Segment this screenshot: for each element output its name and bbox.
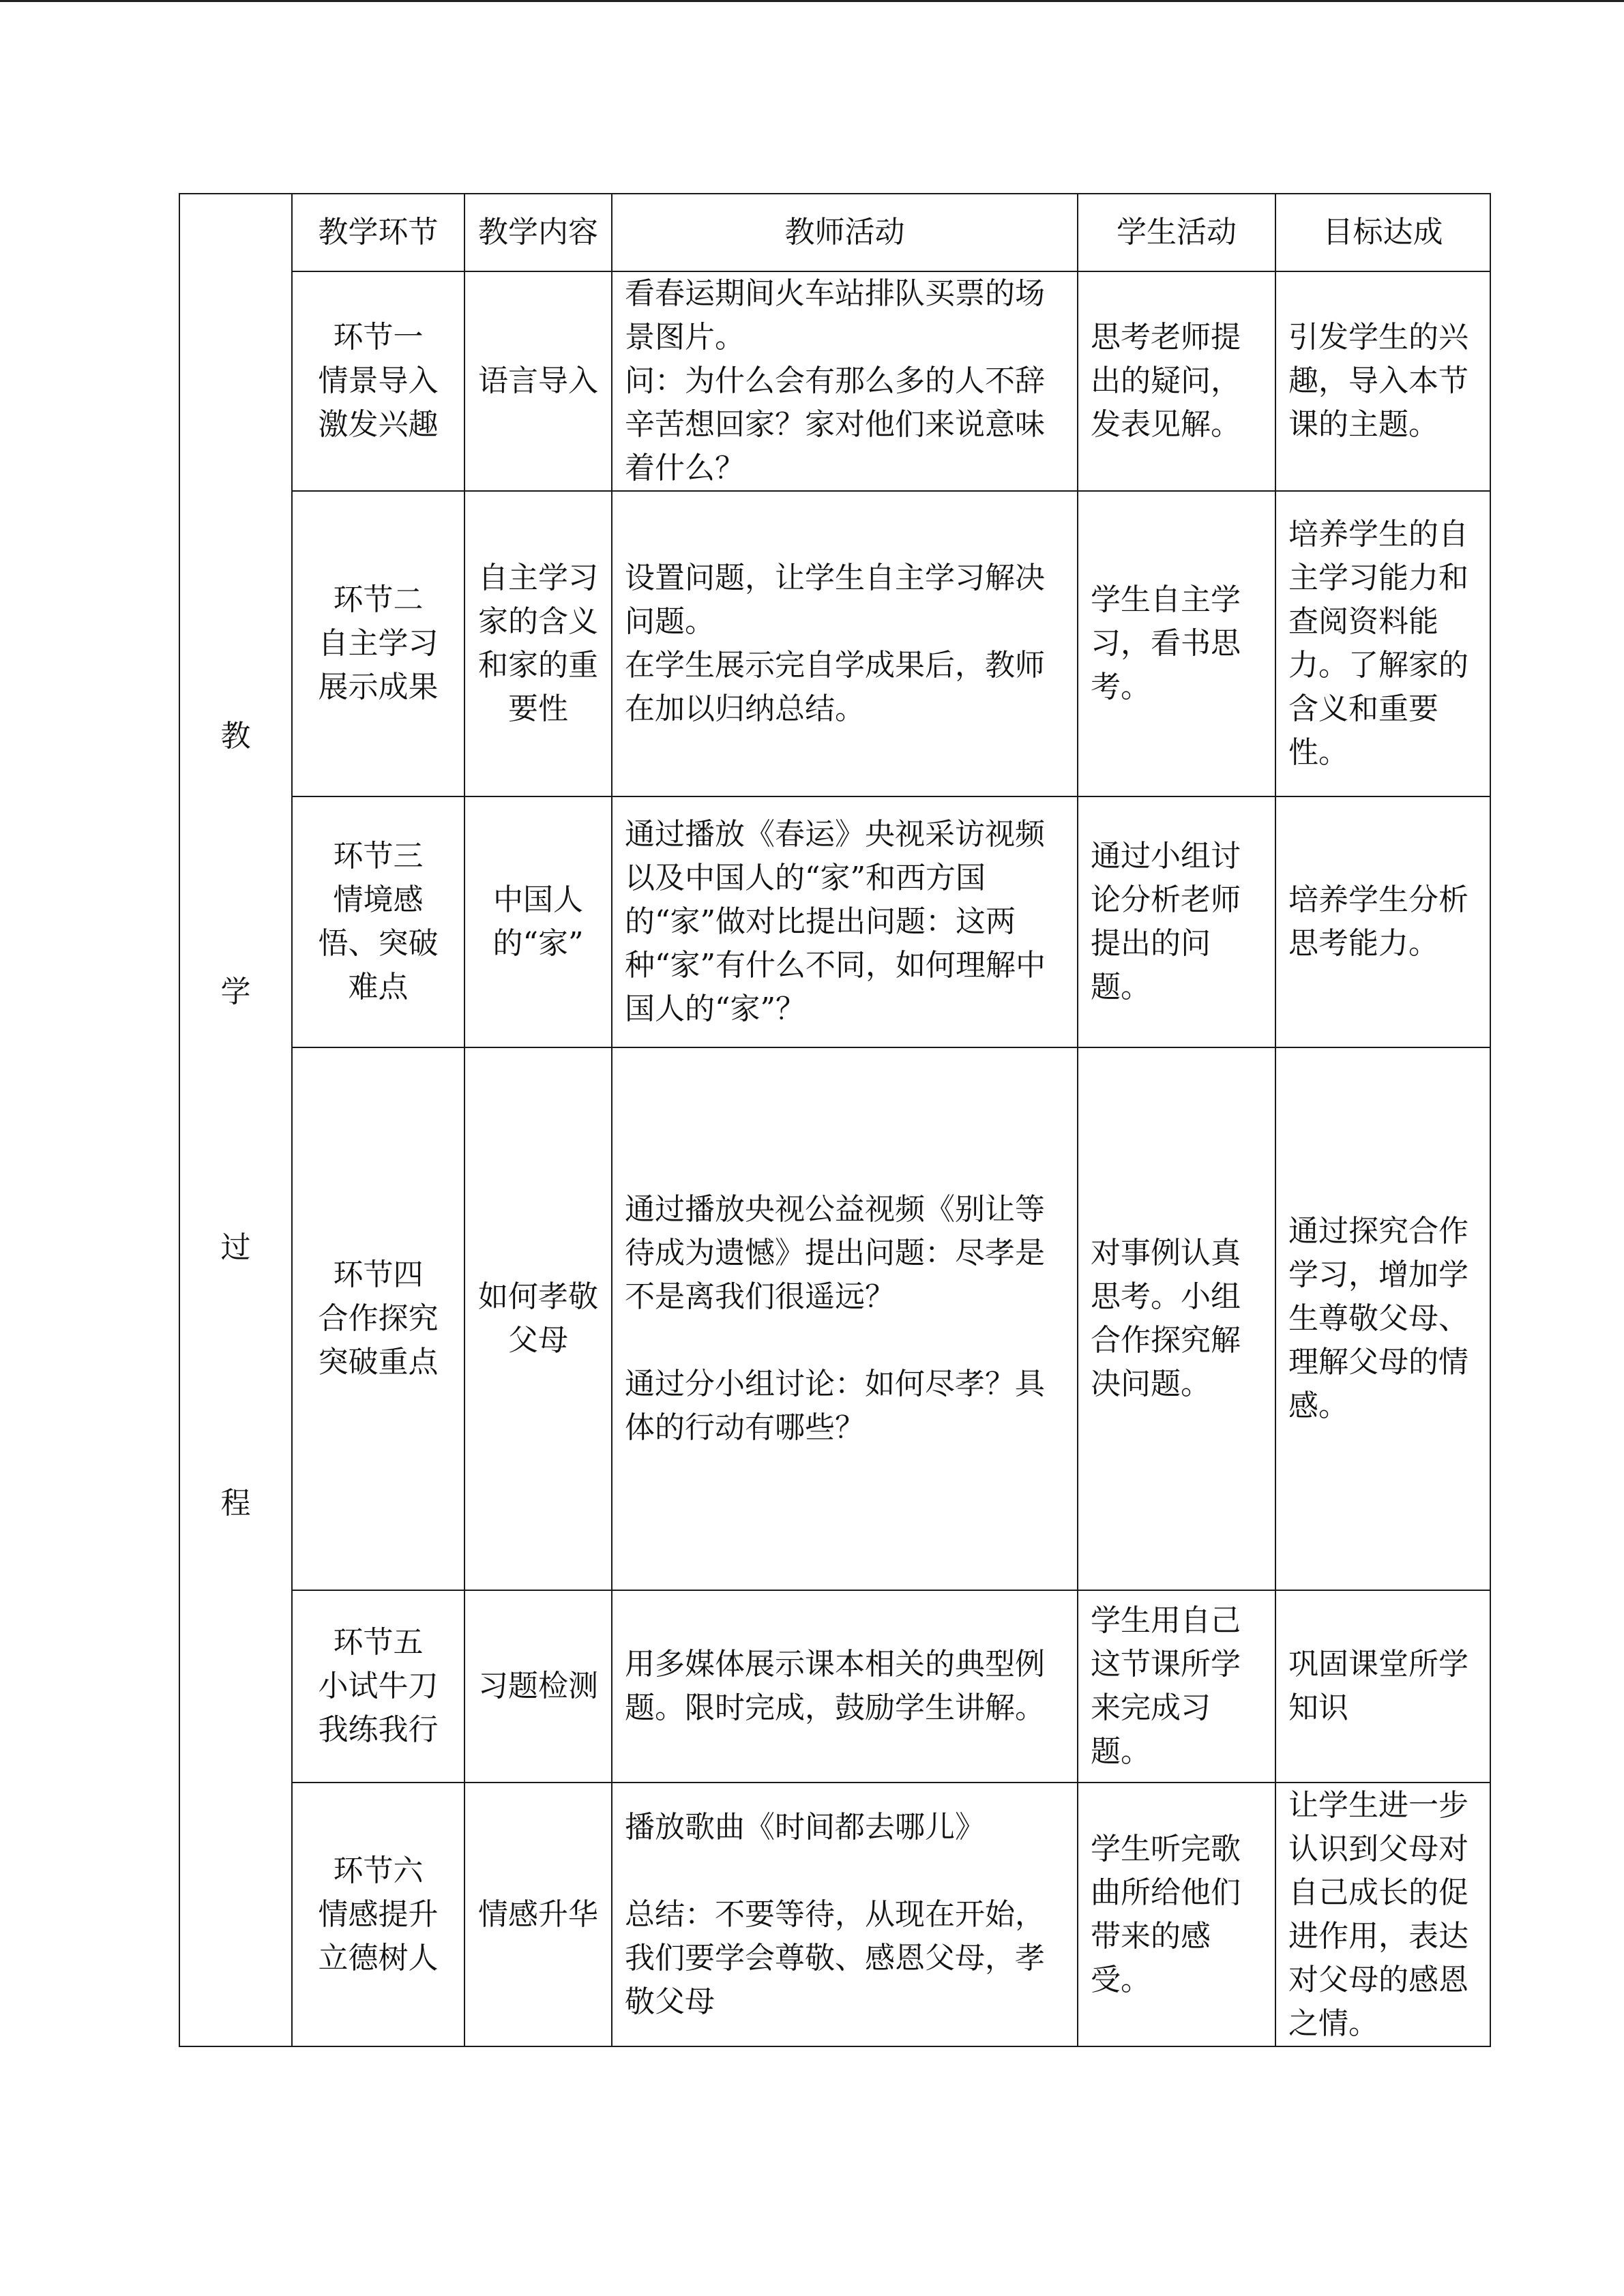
goal-cell: 培养学生分析思考能力。: [1275, 796, 1490, 1047]
student-activity-cell: 思考老师提出的疑问，发表见解。: [1078, 271, 1275, 491]
teacher-activity-cell: 通过播放央视公益视频《别让等待成为遗憾》提出问题：尽孝是不是离我们很遥远？ 通过分小组讨论：如何尽孝？具体的行动有哪些？: [612, 1047, 1078, 1590]
stage-cell: 环节四 合作探究 突破重点: [292, 1047, 464, 1590]
stage-cell: 环节五 小试牛刀 我练我行: [292, 1590, 464, 1783]
side-label-char: 过: [220, 1230, 251, 1265]
section-side-label: [179, 194, 292, 2046]
lesson-process-table: [179, 193, 1491, 2047]
student-activity-cell: 通过小组讨论分析老师提出的问题。: [1078, 796, 1275, 1047]
table-row: [179, 1590, 1490, 1783]
table-row: [179, 796, 1490, 1047]
teacher-activity-cell: 用多媒体展示课本相关的典型例题。限时完成，鼓励学生讲解。: [612, 1590, 1078, 1783]
goal-cell: 让学生进一步认识到父母对自己成长的促进作用，表达对父母的感恩之情。: [1275, 1783, 1490, 2046]
header-content: 教学内容: [464, 194, 612, 271]
student-activity-cell: 学生用自己这节课所学来完成习题。: [1078, 1590, 1275, 1783]
student-activity-cell: 学生自主学习，看书思考。: [1078, 491, 1275, 796]
content-cell: 如何孝敬父母: [464, 1047, 612, 1590]
header-stage: 教学环节: [292, 194, 464, 271]
teacher-activity-cell: 设置问题，让学生自主学习解决问题。 在学生展示完自学成果后，教师在加以归纳总结。: [612, 491, 1078, 796]
side-label-char: 程: [220, 1486, 251, 1521]
teacher-activity-cell: 播放歌曲《时间都去哪儿》 总结：不要等待，从现在开始，我们要学会尊敬、感恩父母，孝敬父母: [612, 1783, 1078, 2046]
header-teacher-activity: 教师活动: [612, 194, 1078, 271]
side-label-char: 学: [220, 974, 251, 1009]
stage-cell: 环节二 自主学习 展示成果: [292, 491, 464, 796]
goal-cell: 培养学生的自主学习能力和查阅资料能力。了解家的含义和重要性。: [1275, 491, 1490, 796]
table-row: [179, 1783, 1490, 2046]
table-row: [179, 1047, 1490, 1590]
student-activity-cell: 学生听完歌曲所给他们带来的感受。: [1078, 1783, 1275, 2046]
goal-cell: 巩固课堂所学知识: [1275, 1590, 1490, 1783]
goal-cell: 引发学生的兴趣，导入本节课的主题。: [1275, 271, 1490, 491]
side-label-char: 教: [220, 719, 251, 754]
header-student-activity: 学生活动: [1078, 194, 1275, 271]
content-cell: 情感升华: [464, 1783, 612, 2046]
table-row: [179, 271, 1490, 491]
student-activity-cell: 对事例认真思考。小组合作探究解决问题。: [1078, 1047, 1275, 1590]
stage-cell: 环节六 情感提升 立德树人: [292, 1783, 464, 2046]
content-cell: 中国人的“家”: [464, 796, 612, 1047]
stage-cell: 环节一 情景导入 激发兴趣: [292, 271, 464, 491]
page-top-rule: [0, 0, 1624, 2]
teacher-activity-cell: 通过播放《春运》央视采访视频以及中国人的“家”和西方国的“家”做对比提出问题：这两种“家”有什么不同，如何理解中国人的“家”？: [612, 796, 1078, 1047]
content-cell: 习题检测: [464, 1590, 612, 1783]
content-cell: 语言导入: [464, 271, 612, 491]
table-row: [179, 491, 1490, 796]
content-cell: 自主学习家的含义和家的重要性: [464, 491, 612, 796]
goal-cell: 通过探究合作学习，增加学生尊敬父母、理解父母的情感。: [1275, 1047, 1490, 1590]
stage-cell: 环节三 情境感 悟、突破 难点: [292, 796, 464, 1047]
header-row: [179, 194, 1490, 271]
header-goal: 目标达成: [1275, 194, 1490, 271]
teacher-activity-cell: 看春运期间火车站排队买票的场景图片。 问：为什么会有那么多的人不辞辛苦想回家？家对他们来说意味着什么？: [612, 271, 1078, 491]
